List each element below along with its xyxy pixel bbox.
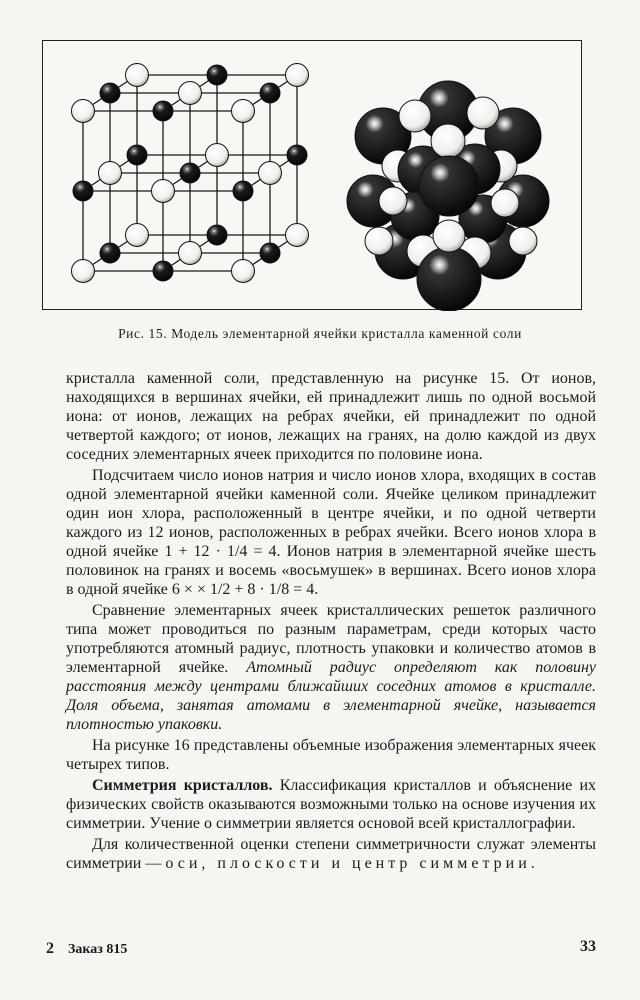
chlorine-sphere	[417, 247, 481, 311]
sodium-ion	[127, 145, 147, 165]
chlorine-ion	[259, 162, 282, 185]
paragraph-3	[66, 601, 596, 734]
sodium-ion	[260, 83, 280, 103]
chlorine-ion	[72, 100, 95, 123]
chlorine-ion	[179, 242, 202, 265]
chlorine-ion	[99, 162, 122, 185]
figure-caption: Рис. 15. Модель элементарной ячейки кристалла каменной соли	[118, 326, 522, 341]
chlorine-ion	[286, 64, 309, 87]
sodium-sphere	[491, 189, 519, 217]
chlorine-ion	[286, 224, 309, 247]
sodium-sphere	[379, 187, 407, 215]
chlorine-ion	[126, 224, 149, 247]
paragraph-3-definition: Атомный радиус определяют как половину расстояния между центрами ближайших соседних атомов в кристалле. Доля объема, занятая атомами в элементарной ячейке, называется плотностью упаковки.	[66, 659, 596, 733]
chlorine-sphere	[419, 156, 479, 216]
packing-model	[347, 81, 549, 311]
signature-number: 2	[46, 940, 54, 957]
sodium-sphere	[431, 124, 465, 158]
paragraph-2: Подсчитаем число ионов натрия и число ионов хлора, входящих в состав одной элементарной ячейки каменной соли. Ячейке целиком принадлежит один ион хлора, расположенный в центре ячейки, и по одной четверти каждого из 12 ионов, расположенных в ребрах ячейки. Всего ионов хлора в одной ячейке 1 + 12 · 1/4 = 4. Ионов натрия в элементарной ячейке шесть половинок на гранях и восемь «восьмушек» в вершинах. Всего ионов хлора в одной ячейке 6 × × 1/2 + 8 · 1/8 = 4.	[66, 467, 596, 598]
chlorine-ion	[126, 64, 149, 87]
sodium-ion	[207, 65, 227, 85]
chlorine-ion	[152, 180, 175, 203]
lattice-model	[72, 64, 309, 283]
sodium-sphere	[399, 100, 431, 132]
sodium-ion	[73, 181, 93, 201]
sodium-sphere	[365, 227, 393, 255]
sodium-sphere	[467, 97, 499, 129]
symmetry-elements: оси, плоскости и центр симметрии.	[165, 855, 539, 872]
sodium-ion	[100, 243, 120, 263]
sodium-sphere	[433, 220, 465, 252]
chlorine-ion	[179, 82, 202, 105]
crystal-figure	[43, 41, 583, 311]
paragraph-6-text: Для количественной оценки степени симметричности служат элементы симметрии —	[66, 836, 596, 872]
sodium-ion	[153, 101, 173, 121]
figure-frame	[42, 40, 582, 310]
chlorine-ion	[72, 260, 95, 283]
paragraph-5-text: Классификация кристаллов и объяснение их физических свойств оказываются возможными только на основе изучения их симметрии. Учение о симметрии является основой всей кристаллографии.	[66, 777, 596, 832]
sodium-ion	[287, 145, 307, 165]
sodium-ion	[100, 83, 120, 103]
paragraph-5	[66, 776, 596, 833]
section-heading: Симметрия кристаллов.	[92, 777, 273, 794]
sodium-ion	[260, 243, 280, 263]
paragraph-1: кристалла каменной соли, представленную на рисунке 15. От ионов, находящихся в вершинах ячейки, ей принадлежит лишь по одной восьмой иона: от ионов, лежащих на ребрах ячейки, ей принадлежит по одной четвертой каждого; от ионов, лежащих на гранях, на долю каждой из двух соседних элементарных ячеек приходится по половине иона.	[66, 370, 596, 463]
page-body	[66, 369, 596, 873]
sodium-ion	[207, 225, 227, 245]
page-number: 33	[580, 938, 596, 955]
sodium-ion	[153, 261, 173, 281]
paragraph-3-text: Сравнение элементарных ячеек кристаллических решеток различного типа может проводиться по разным параметрам, среди которых часто употребляются атомный радиус, плотность упаковки и количество атомов в элементарной ячейке.	[66, 602, 596, 676]
sodium-sphere	[509, 227, 537, 255]
chlorine-ion	[232, 260, 255, 283]
chlorine-ion	[232, 100, 255, 123]
printer-signature	[46, 940, 127, 958]
paragraph-4: На рисунке 16 представлены объемные изображения элементарных ячеек четырех типов.	[66, 737, 596, 773]
paragraph-6	[66, 835, 596, 873]
chlorine-ion	[206, 144, 229, 167]
sodium-ion	[233, 181, 253, 201]
order-label: Заказ 815	[68, 942, 128, 957]
sodium-ion	[180, 163, 200, 183]
